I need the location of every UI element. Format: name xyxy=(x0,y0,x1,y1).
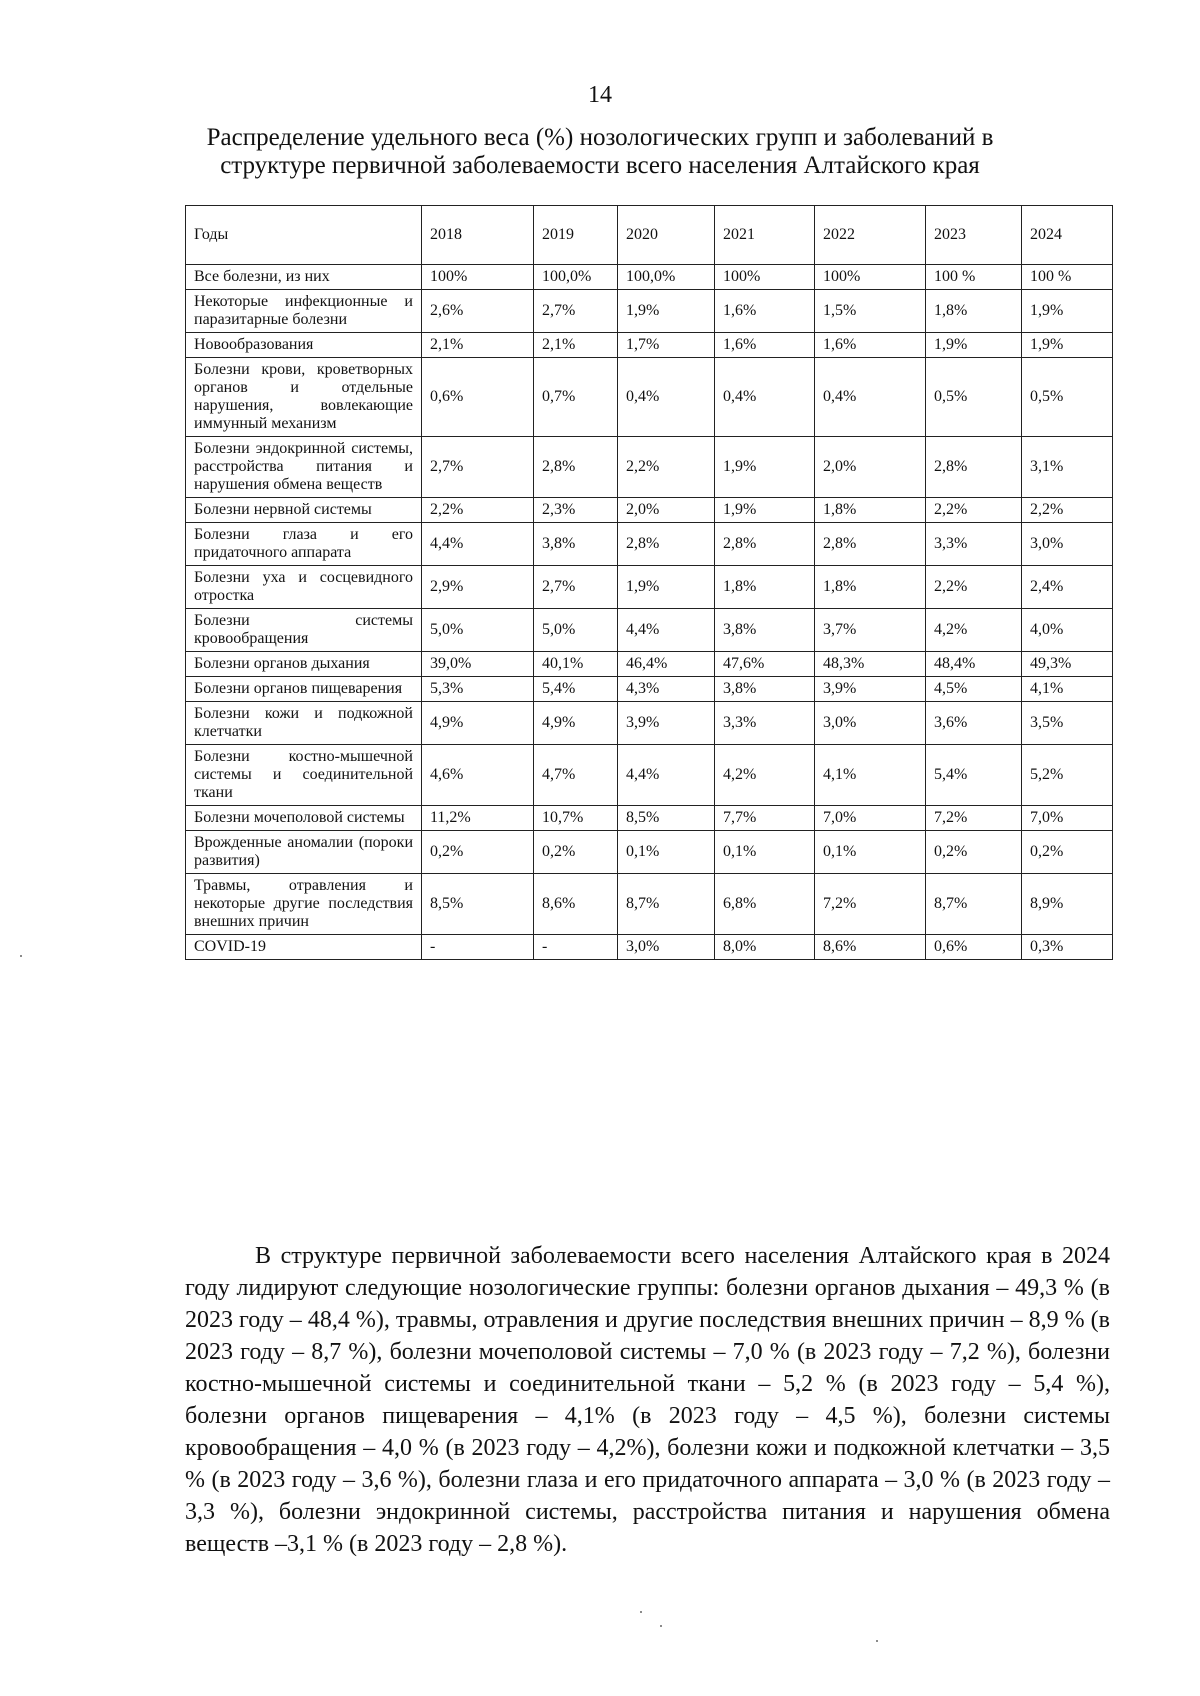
header-year: 2020 xyxy=(618,206,715,265)
table-cell: - xyxy=(422,935,534,960)
table-cell: 1,9% xyxy=(1022,333,1113,358)
table-cell: 2,8% xyxy=(926,437,1022,498)
table-cell: 1,9% xyxy=(618,290,715,333)
table-cell: 100% xyxy=(715,265,815,290)
table-cell: 2,2% xyxy=(1022,498,1113,523)
table-cell: 10,7% xyxy=(534,806,618,831)
table-cell: 2,2% xyxy=(926,498,1022,523)
table-cell: 2,8% xyxy=(815,523,926,566)
row-label: Врожденные аномалии (пороки развития) xyxy=(186,831,422,874)
table-cell: 100 % xyxy=(926,265,1022,290)
table-cell: 2,0% xyxy=(815,437,926,498)
table-cell: 3,9% xyxy=(618,702,715,745)
table-cell: 2,2% xyxy=(618,437,715,498)
table-cell: 3,0% xyxy=(1022,523,1113,566)
table-cell: 0,6% xyxy=(422,358,534,437)
table-cell: 100% xyxy=(815,265,926,290)
table-cell: 0,5% xyxy=(1022,358,1113,437)
table-cell: 1,6% xyxy=(715,333,815,358)
table-cell: 4,4% xyxy=(618,745,715,806)
table-row xyxy=(186,523,1113,566)
table-cell: 100% xyxy=(422,265,534,290)
table-cell: 5,0% xyxy=(534,609,618,652)
table-cell: 3,7% xyxy=(815,609,926,652)
table-cell: 4,9% xyxy=(534,702,618,745)
table-cell: 100,0% xyxy=(534,265,618,290)
table-row xyxy=(186,265,1113,290)
table-cell: 5,2% xyxy=(1022,745,1113,806)
table-row xyxy=(186,498,1113,523)
row-label: Травмы, отравления и некоторые другие последствия внешних причин xyxy=(186,874,422,935)
table-cell: 3,0% xyxy=(815,702,926,745)
table-cell: 1,7% xyxy=(618,333,715,358)
table-cell: 1,8% xyxy=(815,566,926,609)
table-cell: - xyxy=(534,935,618,960)
table-cell: 1,5% xyxy=(815,290,926,333)
table-cell: 3,1% xyxy=(1022,437,1113,498)
table-cell: 1,6% xyxy=(815,333,926,358)
table-title-line-1: Распределение удельного веса (%) нозологических групп и заболеваний в xyxy=(206,124,994,151)
table-cell: 4,5% xyxy=(926,677,1022,702)
table-cell: 4,0% xyxy=(1022,609,1113,652)
table-cell: 1,8% xyxy=(715,566,815,609)
table-cell: 2,8% xyxy=(618,523,715,566)
table-cell: 6,8% xyxy=(715,874,815,935)
table-cell: 8,5% xyxy=(422,874,534,935)
page-number: 14 xyxy=(588,82,612,108)
table-cell: 7,0% xyxy=(815,806,926,831)
row-label: COVID-19 xyxy=(186,935,422,960)
table-cell: 8,7% xyxy=(926,874,1022,935)
table-cell: 0,2% xyxy=(422,831,534,874)
table-cell: 4,6% xyxy=(422,745,534,806)
header-year: 2018 xyxy=(422,206,534,265)
table-cell: 1,8% xyxy=(815,498,926,523)
table-cell: 2,1% xyxy=(422,333,534,358)
header-year: 2021 xyxy=(715,206,815,265)
table-cell: 1,6% xyxy=(715,290,815,333)
table-row xyxy=(186,935,1113,960)
table-cell: 4,4% xyxy=(422,523,534,566)
table-row xyxy=(186,745,1113,806)
table-row xyxy=(186,609,1113,652)
row-label: Болезни органов дыхания xyxy=(186,652,422,677)
table-cell: 3,0% xyxy=(618,935,715,960)
table-cell: 7,7% xyxy=(715,806,815,831)
table-cell: 3,6% xyxy=(926,702,1022,745)
table-header-row xyxy=(186,206,1113,265)
table-row xyxy=(186,333,1113,358)
table-row xyxy=(186,437,1113,498)
table-cell: 46,4% xyxy=(618,652,715,677)
table-cell: 100,0% xyxy=(618,265,715,290)
table-cell: 3,3% xyxy=(926,523,1022,566)
table-cell: 39,0% xyxy=(422,652,534,677)
table-cell: 2,2% xyxy=(422,498,534,523)
table-cell: 4,1% xyxy=(1022,677,1113,702)
table-cell: 5,3% xyxy=(422,677,534,702)
table-cell: 4,4% xyxy=(618,609,715,652)
table-row xyxy=(186,677,1113,702)
table-body xyxy=(186,265,1113,960)
table-row xyxy=(186,358,1113,437)
table-row xyxy=(186,874,1113,935)
row-label: Болезни органов пищеварения xyxy=(186,677,422,702)
table-cell: 0,3% xyxy=(1022,935,1113,960)
row-label: Болезни крови, кроветворных органов и отдельные нарушения, вовлекающие иммунный механизм xyxy=(186,358,422,437)
table-cell: 7,0% xyxy=(1022,806,1113,831)
header-year: 2022 xyxy=(815,206,926,265)
table-cell: 0,4% xyxy=(715,358,815,437)
table-cell: 1,8% xyxy=(926,290,1022,333)
table-cell: 0,6% xyxy=(926,935,1022,960)
table-row xyxy=(186,290,1113,333)
header-year: 2024 xyxy=(1022,206,1113,265)
table-title xyxy=(150,124,1050,180)
table-cell: 3,8% xyxy=(715,609,815,652)
table-cell: 4,3% xyxy=(618,677,715,702)
table-cell: 1,9% xyxy=(715,498,815,523)
row-label: Болезни эндокринной системы, расстройства питания и нарушения обмена веществ xyxy=(186,437,422,498)
table-cell: 3,5% xyxy=(1022,702,1113,745)
table-cell: 4,1% xyxy=(815,745,926,806)
table-cell: 7,2% xyxy=(926,806,1022,831)
table-cell: 2,8% xyxy=(715,523,815,566)
table-cell: 8,5% xyxy=(618,806,715,831)
table-cell: 0,1% xyxy=(715,831,815,874)
table-cell: 0,1% xyxy=(618,831,715,874)
table-cell: 8,7% xyxy=(618,874,715,935)
table-row xyxy=(186,831,1113,874)
table-cell: 1,9% xyxy=(715,437,815,498)
table-cell: 0,2% xyxy=(534,831,618,874)
table-cell: 2,2% xyxy=(926,566,1022,609)
table-cell: 100 % xyxy=(1022,265,1113,290)
table-row xyxy=(186,702,1113,745)
table-cell: 2,7% xyxy=(534,290,618,333)
table-cell: 7,2% xyxy=(815,874,926,935)
row-label: Болезни костно-мышечной системы и соединительной ткани xyxy=(186,745,422,806)
row-label: Некоторые инфекционные и паразитарные болезни xyxy=(186,290,422,333)
table-cell: 1,9% xyxy=(926,333,1022,358)
table-cell: 0,2% xyxy=(1022,831,1113,874)
table-cell: 0,2% xyxy=(926,831,1022,874)
table-cell: 5,0% xyxy=(422,609,534,652)
table-cell: 48,3% xyxy=(815,652,926,677)
table-row xyxy=(186,652,1113,677)
table-cell: 8,6% xyxy=(815,935,926,960)
table-cell: 0,7% xyxy=(534,358,618,437)
table-cell: 2,9% xyxy=(422,566,534,609)
table-cell: 5,4% xyxy=(534,677,618,702)
table-cell: 4,7% xyxy=(534,745,618,806)
table-cell: 47,6% xyxy=(715,652,815,677)
table-row xyxy=(186,566,1113,609)
row-label: Болезни глаза и его придаточного аппарата xyxy=(186,523,422,566)
table-cell: 3,8% xyxy=(534,523,618,566)
table-cell: 0,4% xyxy=(815,358,926,437)
table-cell: 8,6% xyxy=(534,874,618,935)
row-label: Новообразования xyxy=(186,333,422,358)
table-cell: 40,1% xyxy=(534,652,618,677)
table-cell: 0,1% xyxy=(815,831,926,874)
table-cell: 49,3% xyxy=(1022,652,1113,677)
table-cell: 1,9% xyxy=(1022,290,1113,333)
table-cell: 48,4% xyxy=(926,652,1022,677)
row-label: Болезни уха и сосцевидного отростка xyxy=(186,566,422,609)
table-cell: 3,8% xyxy=(715,677,815,702)
table-cell: 4,9% xyxy=(422,702,534,745)
header-year: 2023 xyxy=(926,206,1022,265)
table-cell: 11,2% xyxy=(422,806,534,831)
row-label: Болезни нервной системы xyxy=(186,498,422,523)
summary-paragraph: В структуре первичной заболеваемости всего населения Алтайского края в 2024 году лидируют следующие нозологические группы: болезни органов дыхания – 49,3 % (в 2023 году – 48,4 %), травмы, отравления и другие последствия внешних причин – 8,9 % (в 2023 году – 8,7 %), болезни мочеполовой системы – 7,0 % (в 2023 году – 7,2 %), болезни костно-мышечной системы и соединительной ткани – 5,2 % (в 2023 году – 5,4 %), болезни органов пищеварения – 4,1% (в 2023 году – 4,5 %), болезни системы кровообращения – 4,0 % (в 2023 году – 4,2%), болезни кожи и подкожной клетчатки – 3,5 % (в 2023 году – 3,6 %), болезни глаза и его придаточного аппарата – 3,0 % (в 2023 году – 3,3 %), болезни эндокринной системы, расстройства питания и нарушения обмена веществ –3,1 % (в 2023 году – 2,8 %). xyxy=(185,1243,1110,1557)
table-cell: 2,4% xyxy=(1022,566,1113,609)
header-year: 2019 xyxy=(534,206,618,265)
table-cell: 4,2% xyxy=(715,745,815,806)
table-cell: 2,8% xyxy=(534,437,618,498)
row-label: Все болезни, из них xyxy=(186,265,422,290)
row-label: Болезни системы кровообращения xyxy=(186,609,422,652)
table-cell: 5,4% xyxy=(926,745,1022,806)
table-cell: 3,3% xyxy=(715,702,815,745)
table-cell: 0,4% xyxy=(618,358,715,437)
table-cell: 2,7% xyxy=(422,437,534,498)
table-cell: 0,5% xyxy=(926,358,1022,437)
table-title-line-2: структуре первичной заболеваемости всего населения Алтайского края xyxy=(220,152,980,179)
row-label: Болезни кожи и подкожной клетчатки xyxy=(186,702,422,745)
row-label: Болезни мочеполовой системы xyxy=(186,806,422,831)
table-cell: 3,9% xyxy=(815,677,926,702)
table-cell: 8,9% xyxy=(1022,874,1113,935)
table-cell: 2,6% xyxy=(422,290,534,333)
table-cell: 4,2% xyxy=(926,609,1022,652)
table-cell: 2,3% xyxy=(534,498,618,523)
table-cell: 2,1% xyxy=(534,333,618,358)
table-row xyxy=(186,806,1113,831)
table-cell: 2,0% xyxy=(618,498,715,523)
table-cell: 8,0% xyxy=(715,935,815,960)
header-years: Годы xyxy=(186,206,422,265)
table-cell: 2,7% xyxy=(534,566,618,609)
table-cell: 1,9% xyxy=(618,566,715,609)
morbidity-table xyxy=(185,205,1113,960)
